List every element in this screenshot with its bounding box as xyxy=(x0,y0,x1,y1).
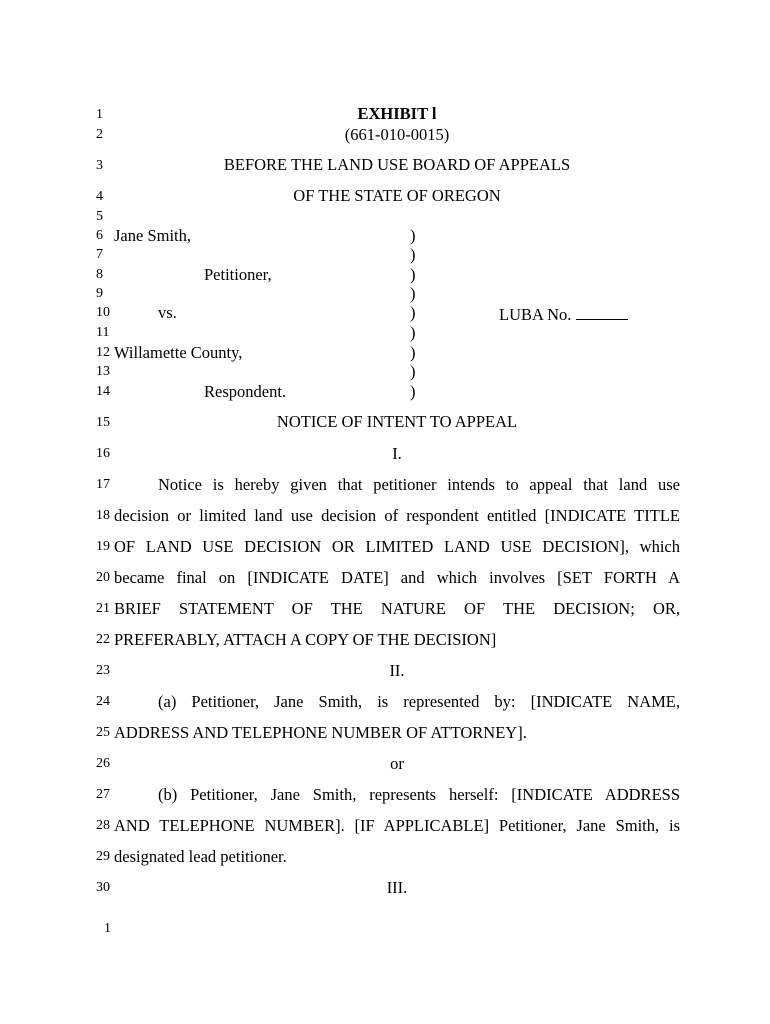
body-line: decision or limited land use decision of respondent entitled [INDICATE TITLE xyxy=(114,506,680,525)
line-number: 18 xyxy=(96,508,110,523)
line-number: 24 xyxy=(96,694,110,709)
line-number: 19 xyxy=(96,539,110,554)
caption-paren: ) xyxy=(410,303,416,322)
luba-number-blank xyxy=(576,305,628,320)
line-number: 9 xyxy=(96,286,103,301)
respondent-label: Respondent. xyxy=(204,382,287,401)
line-number: 5 xyxy=(96,209,103,224)
line-number: 21 xyxy=(96,601,110,616)
line-number: 12 xyxy=(96,345,110,360)
line-number: 2 xyxy=(96,127,103,142)
body-line: Notice is hereby given that petitioner intends to appeal that land use xyxy=(158,475,680,494)
line-number: 8 xyxy=(96,267,103,282)
line-number: 6 xyxy=(96,228,103,243)
line-number: 16 xyxy=(96,446,110,461)
caption-paren: ) xyxy=(410,265,416,284)
caption-paren: ) xyxy=(410,362,416,381)
line-number: 17 xyxy=(96,477,110,492)
petitioner-label: Petitioner, xyxy=(204,265,272,284)
line-number: 4 xyxy=(96,189,103,204)
body-line: AND TELEPHONE NUMBER]. [IF APPLICABLE] Petitioner, Jane Smith, is xyxy=(114,816,680,835)
line-number: 11 xyxy=(96,325,110,340)
board-name: BEFORE THE LAND USE BOARD OF APPEALS xyxy=(223,155,571,174)
caption-paren: ) xyxy=(410,323,416,342)
line-number: 13 xyxy=(96,364,110,379)
line-number: 14 xyxy=(96,384,110,399)
line-number: 27 xyxy=(96,787,110,802)
line-number: 23 xyxy=(96,663,110,678)
line-number: 29 xyxy=(96,849,110,864)
state-name: OF THE STATE OF OREGON xyxy=(293,186,501,205)
caption-paren: ) xyxy=(410,343,416,362)
body-line: PREFERABLY, ATTACH A COPY OF THE DECISION] xyxy=(114,630,497,649)
exhibit-number: (661-010-0015) xyxy=(344,125,450,144)
respondent-name: Willamette County, xyxy=(114,343,243,362)
petitioner-name: Jane Smith, xyxy=(114,226,191,245)
document-title: NOTICE OF INTENT TO APPEAL xyxy=(276,412,518,431)
line-number: 10 xyxy=(96,305,110,320)
line-number: 28 xyxy=(96,818,110,833)
body-line: (b) Petitioner, Jane Smith, represents herself: [INDICATE ADDRESS xyxy=(158,785,680,804)
line-number: 15 xyxy=(96,415,110,430)
line-number: 22 xyxy=(96,632,110,647)
luba-number xyxy=(499,305,628,324)
line-number: 7 xyxy=(96,247,103,262)
line-number: 20 xyxy=(96,570,110,585)
page-number: 1 xyxy=(104,921,111,936)
body-line: designated lead petitioner. xyxy=(114,847,287,866)
section-heading: II. xyxy=(389,661,405,680)
section-heading: III. xyxy=(386,878,408,897)
luba-label: LUBA No. xyxy=(499,305,572,324)
line-number: 26 xyxy=(96,756,110,771)
versus-label: vs. xyxy=(158,303,177,322)
body-line: became final on [INDICATE DATE] and which involves [SET FORTH A xyxy=(114,568,680,587)
body-line: OF LAND USE DECISION OR LIMITED LAND USE DECISION], which xyxy=(114,537,680,556)
line-number: 3 xyxy=(96,158,103,173)
caption-paren: ) xyxy=(410,284,416,303)
or-separator: or xyxy=(390,754,404,773)
line-number: 30 xyxy=(96,880,110,895)
caption-paren: ) xyxy=(410,382,416,401)
section-heading: I. xyxy=(392,444,402,463)
body-line: BRIEF STATEMENT OF THE NATURE OF THE DECISION; OR, xyxy=(114,599,680,618)
body-line: (a) Petitioner, Jane Smith, is represented by: [INDICATE NAME, xyxy=(158,692,680,711)
caption-paren: ) xyxy=(410,226,416,245)
caption-paren: ) xyxy=(410,245,416,264)
body-line: ADDRESS AND TELEPHONE NUMBER OF ATTORNEY]. xyxy=(114,723,527,742)
line-number: 25 xyxy=(96,725,110,740)
line-number: 1 xyxy=(96,107,103,122)
exhibit-title: EXHIBIT l xyxy=(357,104,437,123)
